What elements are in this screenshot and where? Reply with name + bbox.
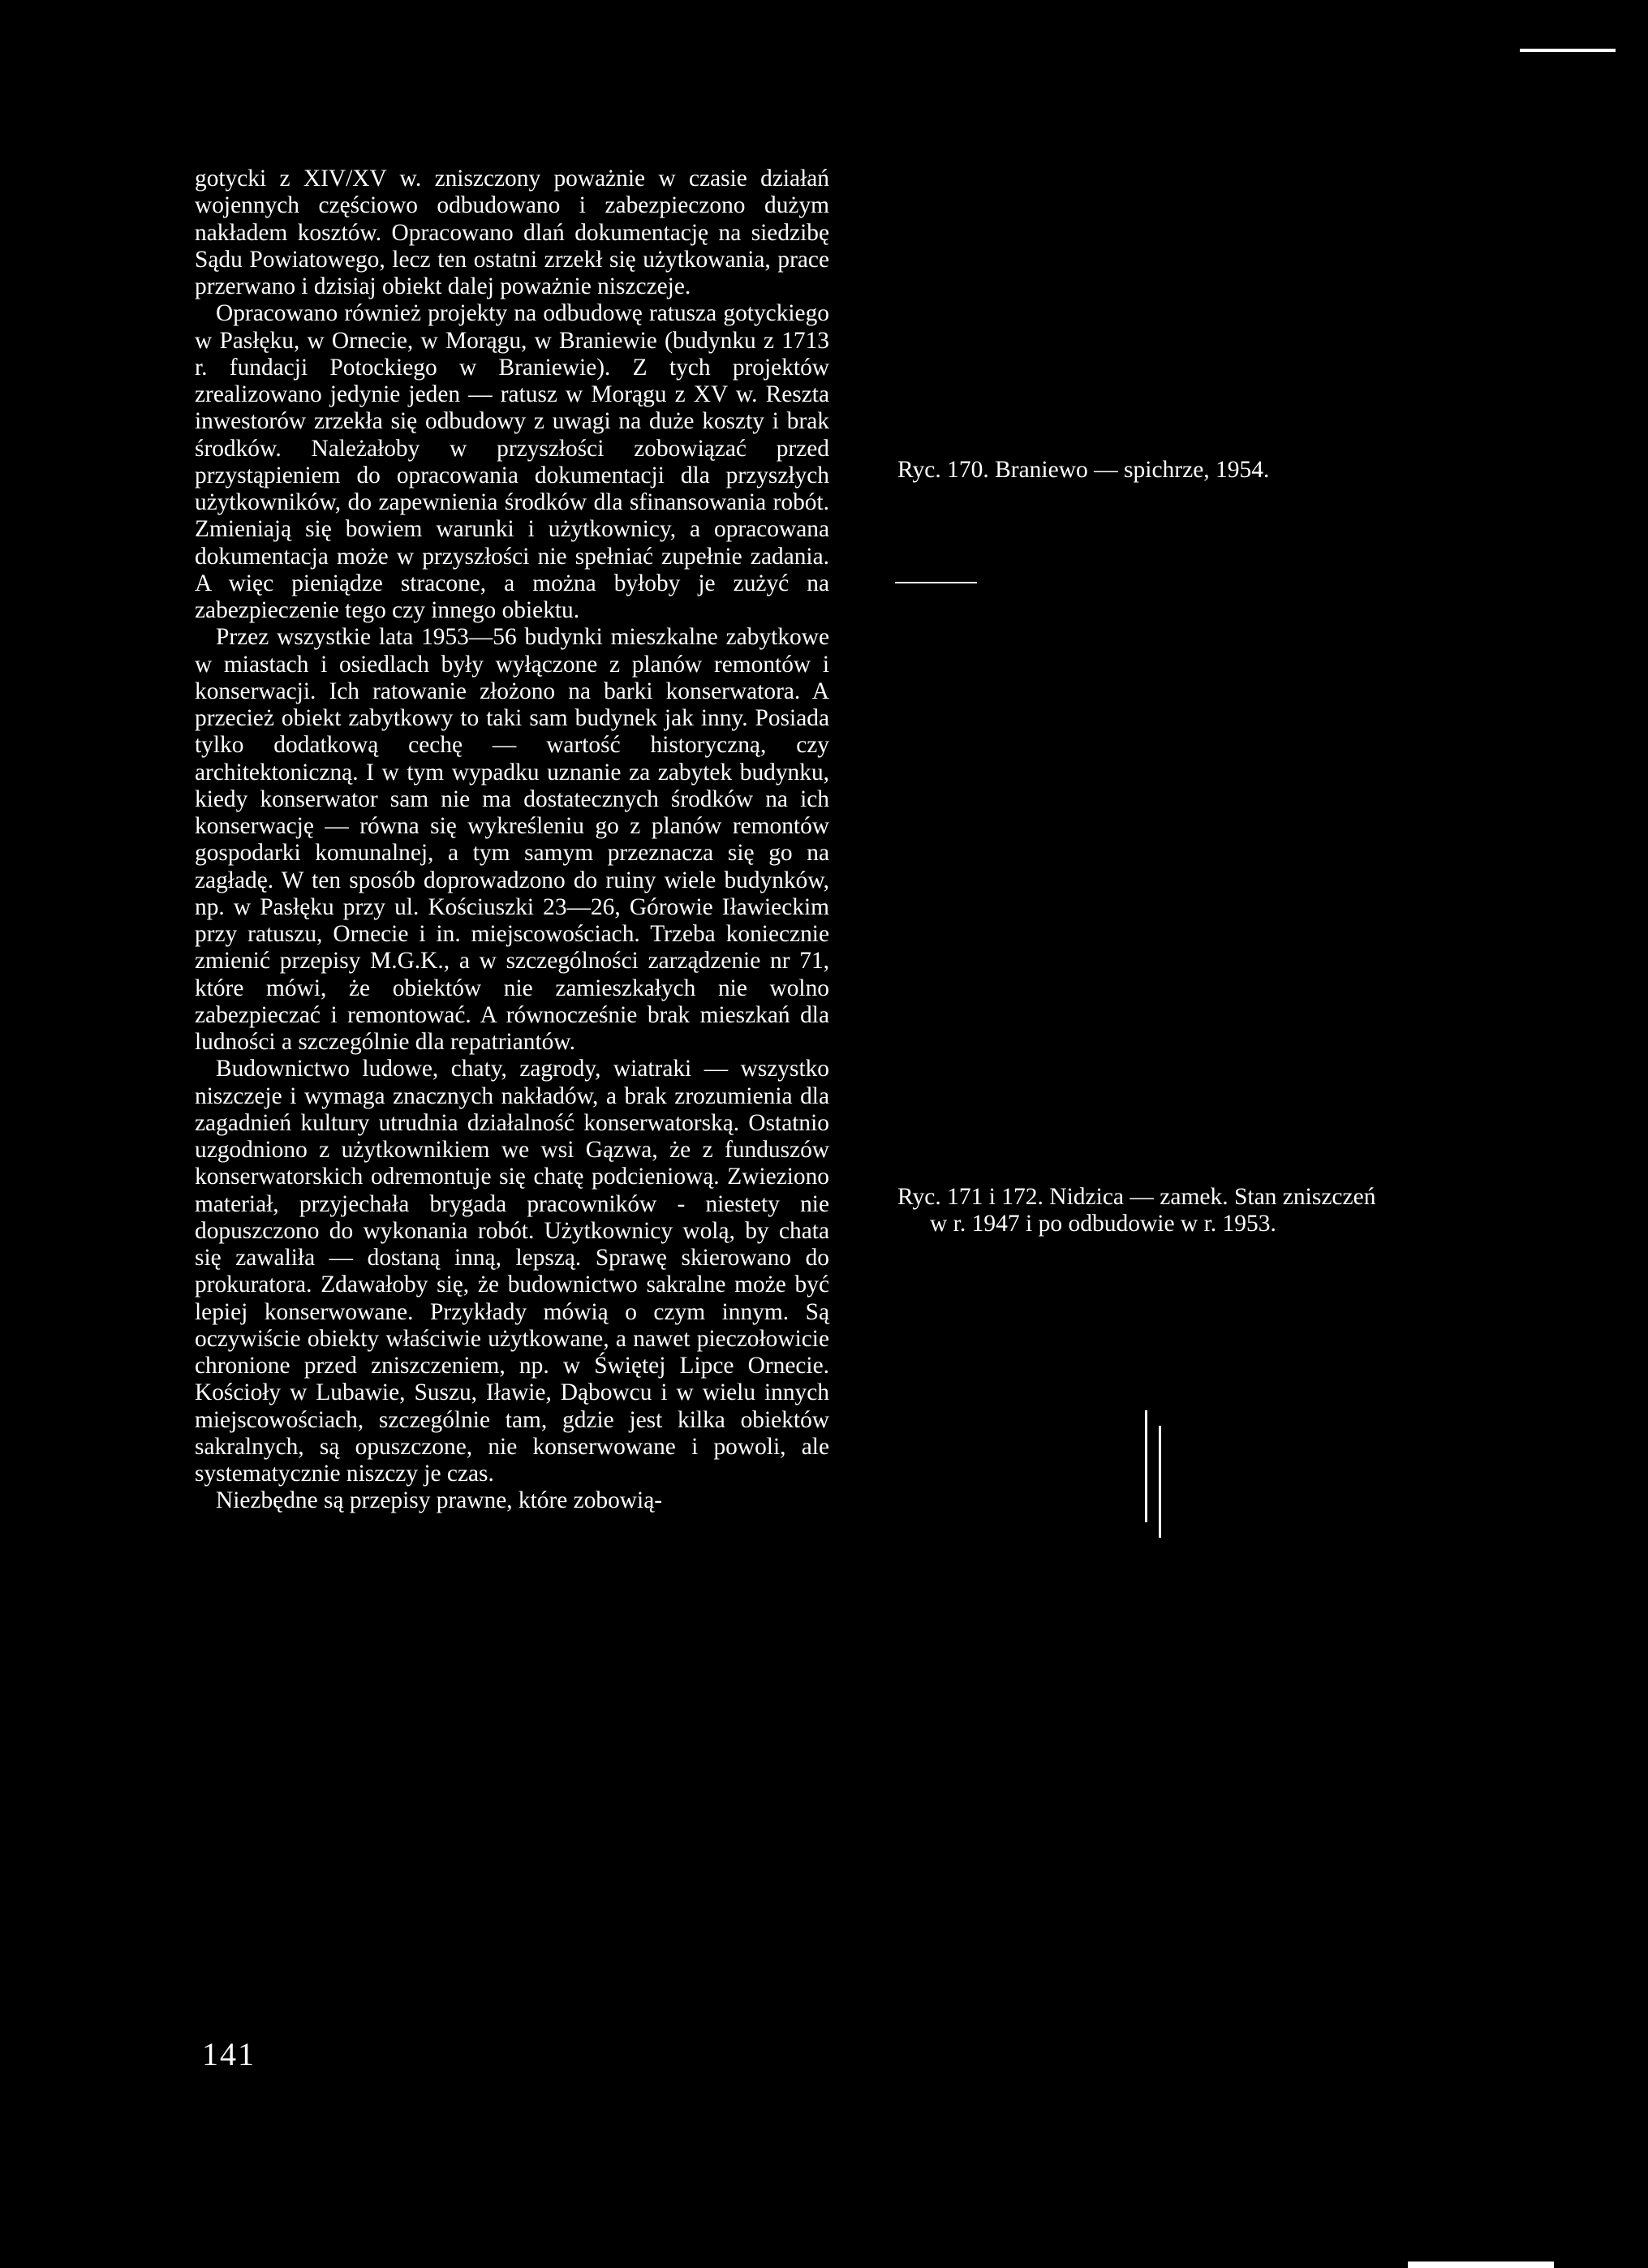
paragraph-1: gotycki z XIV/XV w. zniszczony poważnie w czasie działań wojennych częściowo odbudowano i zabezpieczono dużym nakładem kosztów. Opracowano dlań dokumentację na siedzibę Sądu Powiatowego, lecz ten ostatni zrzekł się użytkowania, prace przerwano i dzisiaj obiekt dalej poważnie niszczeje. bbox=[195, 166, 829, 299]
paragraph-2: Opracowano również projekty na odbudowę ratusza gotyckiego w Pasłęku, w Ornecie, w Morągu, w Braniewie (budynku z 1713 r. fundacji Potockiego w Braniewie). Z tych projektów zrealizowano jedynie jeden — ratusz w Morągu z XV w. Reszta inwestorów zrzekła się odbudowy z uwagi na duże koszty i brak środków. Należałoby w przyszłości zobowiązać przed przystąpieniem do opracowania dokumentacji dla przyszłych użytkowników, do zapewnienia środków dla sfinansowania robót. Zmieniają się bowiem warunki i użytkownicy, a opracowana dokumentacja może w przyszłości nie spełniać zupełnie zadania. A więc pieniądze stracone, a można byłoby je zużyć na zabezpieczenie tego czy innego obiektu. bbox=[195, 300, 829, 623]
caption-ryc-170: Ryc. 170. Braniewo — spichrze, 1954. bbox=[897, 457, 1270, 483]
paragraph-5: Niezbędne są przepisy prawne, które zobowią- bbox=[216, 1487, 663, 1514]
paragraph-4: Budownictwo ludowe, chaty, zagrody, wiatraki — wszystko niszczeje i wymaga znacznych nakładów, a brak zrozumienia dla zagadnień kultury utrudnia działalność konserwatorską. Ostatnio uzgodniono z użytkownikiem we wsi Gązwa, że z funduszów konserwatorskich odremontuje się chatę podcieniową. Zwieziono materiał, przyjechała brygada pracowników - niestety nie dopuszczono do wykonania robót. Użytkownicy wolą, by chata się zawaliła — dostaną inną, lepszą. Sprawę skierowano do prokuratora. Zdawałoby się, że budownictwo sakralne może być lepiej konserwowane. Przykłady mówią o czym innym. Są oczywiście obiekty właściwie użytkowane, a nawet pieczołowicie chronione przed zniszczeniem, np. w Świętej Lipce Ornecie. Kościoły w Lubawie, Suszu, Iławie, Dąbowcu i w wielu innych miejscowościach, szczególnie tam, gdzie jest kilka obiektów sakralnych, są opuszczone, nie konserwowane i powoli, ale systematycznie niszczy je czas. bbox=[195, 1056, 829, 1487]
page-number: 141 bbox=[202, 2036, 256, 2072]
caption-ryc-171-line-2: w r. 1947 i po odbudowie w r. 1953. bbox=[930, 1211, 1276, 1237]
caption-ryc-171-line-1: Ryc. 171 i 172. Nidzica — zamek. Stan zniszczeń bbox=[897, 1184, 1376, 1210]
bottom-rule bbox=[1408, 2262, 1554, 2268]
short-rule bbox=[895, 582, 977, 583]
vertical-mark-right bbox=[1159, 1426, 1161, 1538]
body-text-column bbox=[195, 166, 829, 1515]
paragraph-3: Przez wszystkie lata 1953—56 budynki mieszkalne zabytkowe w miastach i osiedlach były wyłączone z planów remontów i konserwacji. Ich ratowanie złożono na barki konserwatora. A przecież obiekt zabytkowy to taki sam budynek jak inny. Posiada tylko dodatkową cechę — wartość historyczną, czy architektoniczną. I w tym wypadku uznanie za zabytek budynku, kiedy konserwator sam nie ma dostatecznych środków na ich konserwację — równa się wykreśleniu go z planów remontów gospodarki komunalnej, a tym samym przeznacza się go na zagładę. W ten sposób doprowadzono do ruiny wiele budynków, np. w Pasłęku przy ul. Kościuszki 23—26, Górowie Iławieckim przy ratuszu, Ornecie i in. miejscowościach. Trzeba koniecznie zmienić przepisy M.G.K., a w szczególności zarządzenie nr 71, które mówi, że obiektów nie zamieszkałych nie wolno zabezpieczać i remontować. A równocześnie brak mieszkań dla ludności a szczególnie dla repatriantów. bbox=[195, 624, 829, 1055]
top-rule bbox=[1520, 49, 1616, 52]
vertical-mark-left bbox=[1145, 1410, 1147, 1522]
caption-ryc-171-172 bbox=[897, 1184, 1375, 1237]
